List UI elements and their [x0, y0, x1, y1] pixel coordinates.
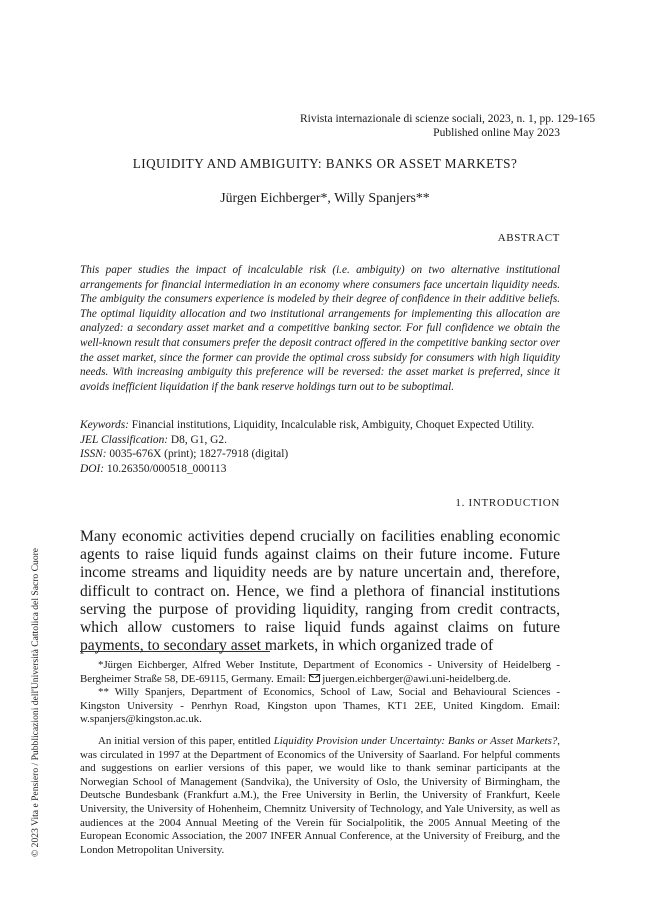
jel-label: JEL Classification:: [80, 433, 169, 446]
keywords-value: Financial institutions, Liquidity, Incalculable risk, Ambiguity, Choquet Expected Utility.: [128, 419, 535, 431]
footnote-divider: [80, 651, 270, 652]
doi-line: [80, 462, 565, 477]
footnote-author-1-text: *Jürgen Eichberger, Alfred Weber Institute, Department of Economics - University of Heidelberg - Bergheimer Straße 58, DE-69115, Germany. Email:: [80, 659, 560, 685]
issn-value: 0035-676X (print); 1827-7918 (digital): [106, 448, 289, 461]
copyright-sidebar: © 2023 Vita e Pensiero / Pubblicazioni dell'Università Cattolica del Sacro Cuore: [30, 547, 41, 857]
footnote-acknowledgements: [80, 735, 560, 857]
ack-earlier-title: Liquidity Provision under Uncertainty: Banks or Asset Markets?: [273, 734, 558, 747]
abstract-text: This paper studies the impact of incalculable risk (i.e. ambiguity) on two alternative institutional arrangements for financial intermediation in an economy where consumers face uncertain liquidity needs. The ambiguity the consumers experience is modeled by their degree of confidence in their additive beliefs. The optimal liquidity allocation and two institutional arrangements for implementing this allocation are analyzed: a secondary asset market and a competitive banking sector. For full confidence we obtain the well-known result that consumers prefer the deposit contract offered in the competitive banking sector over the asset market, since the former can provide the optimal cross subsidy for consumers with high liquidity needs. With increasing ambiguity this preference will be reversed: the asset market is preferred, since it avoids inefficient liquidation if the bank reserve holdings turn out to be suboptimal.: [80, 264, 560, 393]
journal-info: [300, 112, 596, 140]
footnote-author-2: ** Willy Spanjers, Department of Economics, School of Law, Social and Behavioural Sciences - Kingston University - Penrhyn Road, Kingston upon Thames, KT1 2EE, United Kingdom. Email: w.spanjers@kingston.ac.uk.: [80, 686, 560, 726]
jel-line: [80, 433, 565, 448]
footnotes: [80, 659, 560, 857]
keywords-label: Keywords:: [80, 419, 129, 431]
issn-line: [80, 447, 565, 462]
ack-text-rest: , was circulated in 1997 at the Department of Economics of the University of Saarland. For helpful comments and suggestions on earlier versions of this paper, we would like to thank seminar participants at the Norwegian School of Management (Sandvika), the University of Oslo, the University of Birmingham, the Deutsche Bundesbank (Frankfurt a.M.), the Free University in Berlin, the University of Frankfurt, Keele University, the University of Hohenheim, Chemnitz University of Technology, and Yale University, as well as audiences at the 2004 Annual Meeting of the Verein für Socialpolitik, the 2005 Annual Meeting of the European Economic Association, the 2007 INFER Annual Conference, at the University of Freiburg, and the London Metropolitan University.: [80, 734, 560, 856]
paper-authors: Jürgen Eichberger*, Willy Spanjers**: [220, 190, 430, 205]
paper-title: LIQUIDITY AND AMBIGUITY: BANKS OR ASSET MARKETS?: [132, 156, 518, 171]
paper-metadata: [80, 418, 565, 476]
issn-label: ISSN:: [80, 448, 107, 461]
ack-text-start: An initial version of this paper, entitled: [98, 734, 274, 747]
keywords-line: [80, 418, 565, 433]
introduction-heading: 1. INTRODUCTION: [455, 497, 560, 509]
publication-date: Published online May 2023: [433, 127, 560, 139]
footnote-author-1: [80, 659, 560, 686]
email-eichberger[interactable]: juergen.eichberger@awi.uni-heidelberg.de.: [322, 672, 511, 685]
doi-label: DOI:: [80, 462, 105, 475]
doi-value: 10.26350/000518_000113: [104, 462, 227, 475]
envelope-icon: [309, 674, 320, 682]
journal-citation: Rivista internazionale di scienze sociali, 2023, n. 1, pp. 129-165: [300, 113, 596, 125]
abstract-heading: ABSTRACT: [497, 232, 560, 244]
jel-value: D8, G1, G2.: [168, 433, 227, 446]
introduction-text: Many economic activities depend crucially on facilities enabling economic agents to raise liquid funds against claims on their future income. Future income streams and liquidity needs are by nature uncertain and, therefore, difficult to contract on. Hence, we find a plethora of financial institutions serving the purpose of providing liquidity, ranging from credit contracts, which allow customers to raise liquid funds against claims on future payments, to secondary asset markets, in which organized trade of: [80, 528, 560, 655]
